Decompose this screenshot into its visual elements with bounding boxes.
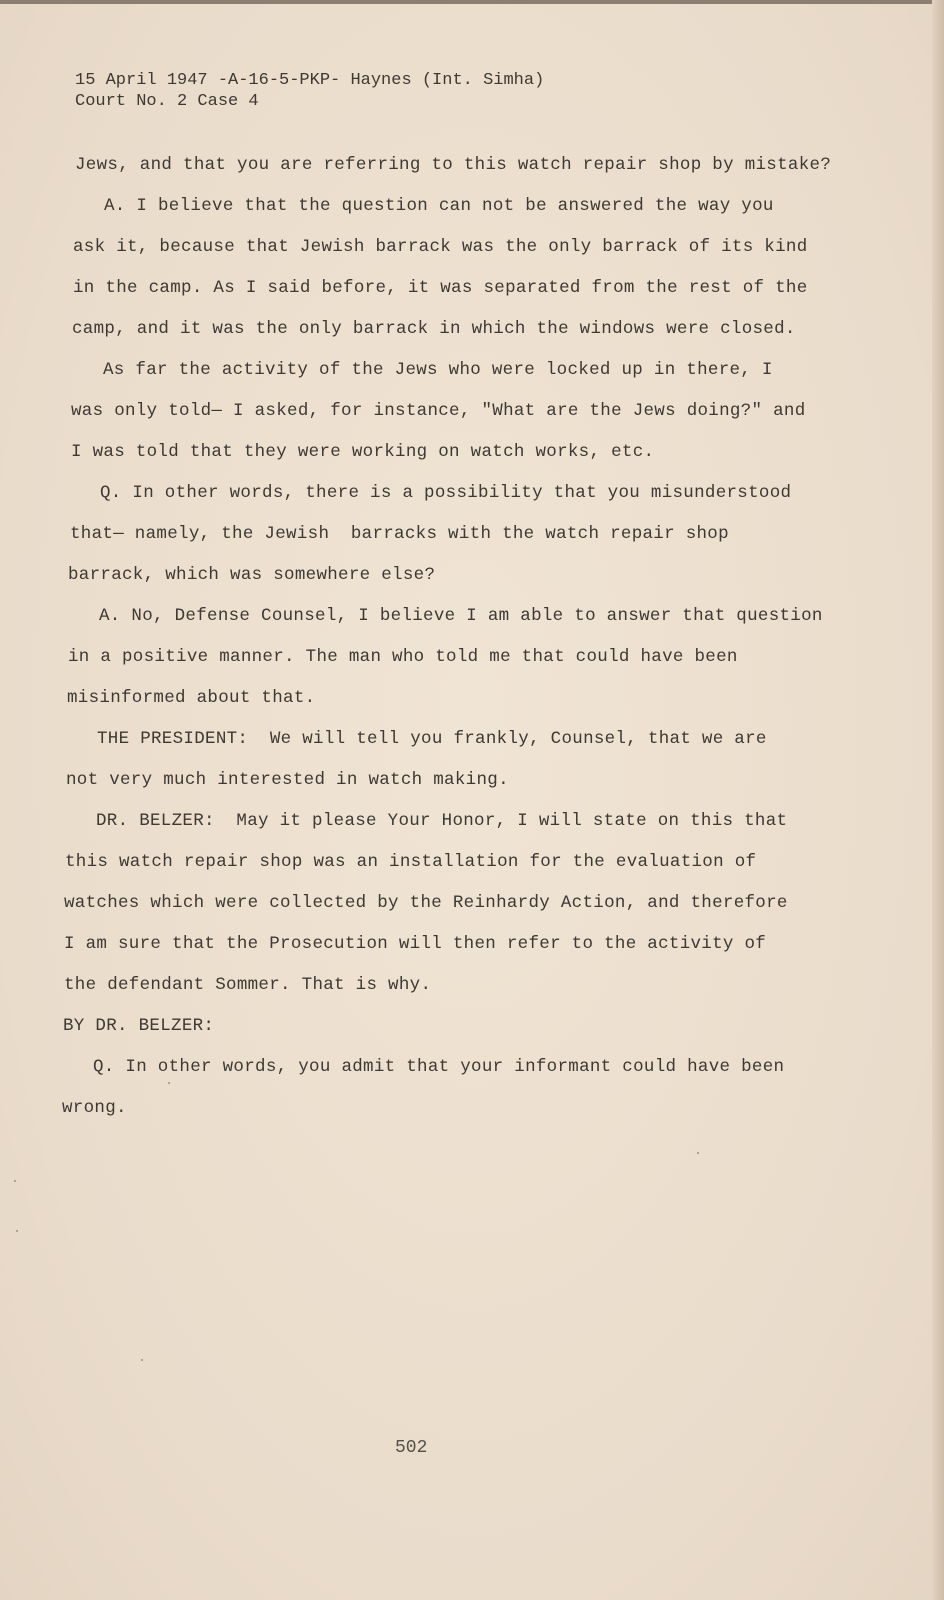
transcript-line: in the camp. As I said before, it was separated from the rest of the <box>73 278 808 298</box>
transcript-line: ask it, because that Jewish barrack was the only barrack of its kind <box>73 237 808 257</box>
transcript-line: was only told— I asked, for instance, "What are the Jews doing?" and <box>71 401 806 421</box>
transcript-line: the defendant Sommer. That is why. <box>64 975 432 995</box>
transcript-line: in a positive manner. The man who told me that could have been <box>68 647 738 667</box>
transcript-line: I am sure that the Prosecution will then refer to the activity of <box>64 934 767 954</box>
transcript-line: wrong. <box>62 1098 127 1118</box>
transcript-line: DR. BELZER: May it please Your Honor, I will state on this that <box>96 811 788 831</box>
paper-speck <box>141 1359 143 1361</box>
page-number: 502 <box>395 1438 428 1458</box>
paper-speck <box>697 1152 699 1154</box>
transcript-line: misinformed about that. <box>67 688 316 708</box>
document-header <box>75 70 544 112</box>
transcript-line: BY DR. BELZER: <box>63 1016 215 1036</box>
header-court-line: Court No. 2 Case 4 <box>75 92 259 111</box>
paper-speck <box>16 1230 18 1232</box>
header-date-line: 15 April 1947 -A-16-5-PKP- Haynes (Int. Simha) <box>75 71 545 90</box>
paper-speck <box>14 1180 16 1182</box>
transcript-line: A. I believe that the question can not be answered the way you <box>104 196 774 216</box>
transcript-line: watches which were collected by the Reinhardy Action, and therefore <box>64 893 788 913</box>
transcript-line: Jews, and that you are referring to this watch repair shop by mistake? <box>75 155 832 175</box>
page-right-edge <box>932 0 944 1600</box>
paper-speck <box>168 1082 170 1084</box>
transcript-line: As far the activity of the Jews who were locked up in there, I <box>103 360 773 380</box>
transcript-line: not very much interested in watch making. <box>66 770 509 790</box>
transcript-line: A. No, Defense Counsel, I believe I am able to answer that question <box>99 606 823 626</box>
transcript-line: Q. In other words, you admit that your informant could have been <box>93 1057 785 1077</box>
transcript-line: THE PRESIDENT: We will tell you frankly, Counsel, that we are <box>97 729 767 749</box>
transcript-line: barrack, which was somewhere else? <box>68 565 436 585</box>
transcript-line: this watch repair shop was an installation for the evaluation of <box>65 852 757 872</box>
transcript-line: Q. In other words, there is a possibility that you misunderstood <box>100 483 792 503</box>
transcript-line: I was told that they were working on watch works, etc. <box>71 442 655 462</box>
transcript-line: camp, and it was the only barrack in which the windows were closed. <box>72 319 796 339</box>
transcript-line: that— namely, the Jewish barracks with the watch repair shop <box>70 524 729 544</box>
page-top-edge <box>0 0 944 4</box>
